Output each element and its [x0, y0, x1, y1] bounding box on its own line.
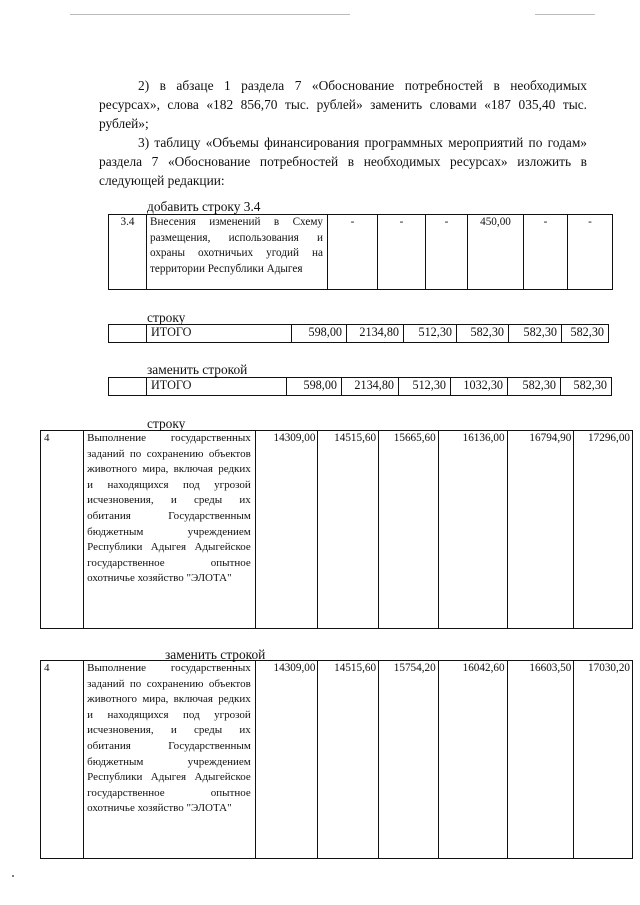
label-row-1: строку	[147, 310, 186, 325]
value-cell: 582,30	[509, 325, 562, 343]
value-cell: -	[524, 215, 568, 290]
value-cell: 15665,60	[379, 431, 439, 629]
value-cell: 2134,80	[347, 325, 404, 343]
value-cell: 2134,80	[342, 378, 399, 396]
value-cell: 512,30	[404, 325, 457, 343]
label-replace-1: заменить строкой	[147, 362, 248, 377]
empty-cell	[109, 325, 147, 343]
row-description: Внесения изменений в Схему размещения, использования и охраны охотничьих угодий на территории Республики Адыгея	[147, 215, 328, 290]
value-cell: 14515,60	[318, 661, 379, 859]
value-cell: 15754,20	[379, 661, 439, 859]
body-text	[99, 76, 587, 190]
value-cell: 16042,60	[438, 661, 507, 859]
value-cell: 14515,60	[318, 431, 379, 629]
value-cell: 582,30	[457, 325, 509, 343]
row-number: 3.4	[109, 215, 147, 290]
value-cell: 16136,00	[438, 431, 507, 629]
label-row-2: строку	[147, 416, 186, 431]
value-cell: 14309,00	[255, 431, 318, 629]
scan-top-line-left	[70, 14, 350, 15]
empty-cell	[109, 378, 147, 396]
value-cell: -	[568, 215, 613, 290]
value-cell: -	[426, 215, 468, 290]
value-cell: 14309,00	[255, 661, 318, 859]
row-description: Выполнение государственных заданий по сохранению объектов животного мира, включая редких и находящихся под угрозой исчезновения, и среды их обитания Государственным бюджетным учреждением Республики Адыгея Адыгейское государственное опытное охотничье хозяйство "ЭЛОТА"	[84, 431, 256, 629]
value-cell: 450,00	[468, 215, 524, 290]
value-cell: 512,30	[399, 378, 451, 396]
value-cell: -	[328, 215, 378, 290]
value-cell: 16603,50	[507, 661, 574, 859]
value-cell: 16794,90	[507, 431, 574, 629]
scan-speck	[12, 875, 14, 877]
table-row-4-new	[40, 660, 633, 859]
table-itogo-old	[108, 324, 609, 343]
label-add-row: добавить строку 3.4	[147, 199, 261, 214]
label-replace-2: заменить строкой	[165, 647, 266, 662]
row-description: Выполнение государственных заданий по сохранению объектов животного мира, включая редких и находящихся под угрозой исчезновения, и среды их обитания Государственным бюджетным учреждением Республики Адыгея Адыгейское государственное опытное охотничье хозяйство "ЭЛОТА"	[84, 661, 256, 859]
value-cell: 17296,00	[574, 431, 633, 629]
value-cell: 598,00	[292, 325, 347, 343]
value-cell: 598,00	[287, 378, 342, 396]
table-itogo-new	[108, 377, 612, 396]
table-add-row-3-4	[108, 214, 613, 290]
itogo-label: ИТОГО	[147, 378, 287, 396]
row-number: 4	[41, 431, 84, 629]
value-cell: 1032,30	[451, 378, 508, 396]
value-cell: 17030,20	[574, 661, 633, 859]
value-cell: -	[378, 215, 426, 290]
scan-top-line-right	[535, 14, 595, 15]
value-cell: 582,30	[562, 325, 609, 343]
table-row-4-old	[40, 430, 633, 629]
row-number: 4	[41, 661, 84, 859]
paragraph-3: 3) таблицу «Объемы финансирования программных мероприятий по годам» раздела 7 «Обоснование потребностей в необходимых ресурсах» изложить в следующей редакции:	[99, 135, 587, 188]
itogo-label: ИТОГО	[147, 325, 292, 343]
value-cell: 582,30	[561, 378, 612, 396]
paragraph-2: 2) в абзаце 1 раздела 7 «Обоснование потребностей в необходимых ресурсах», слова «182 856,70 тыс. рублей» заменить словами «187 035,40 тыс. рублей»;	[99, 78, 587, 131]
value-cell: 582,30	[508, 378, 561, 396]
